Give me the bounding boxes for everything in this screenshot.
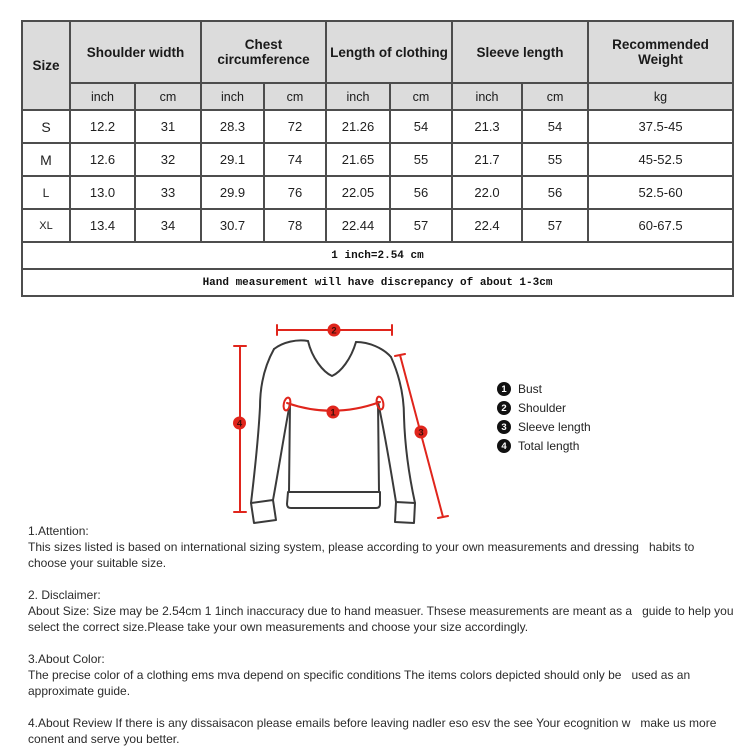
size-label: L	[22, 176, 70, 209]
cell-sleeve-inch: 21.3	[452, 110, 522, 143]
section-about-review	[28, 715, 735, 747]
cell-weight-kg: 37.5-45	[588, 110, 733, 143]
unit-inch: inch	[326, 83, 390, 110]
note-row	[22, 269, 733, 296]
unit-inch: inch	[70, 83, 135, 110]
cell-shoulder-cm: 34	[135, 209, 201, 242]
cell-length-cm: 55	[390, 143, 452, 176]
circled-number-icon: 3	[497, 420, 511, 434]
header-row-groups	[22, 21, 733, 83]
note-inch-conversion: 1 inch=2.54 cm	[22, 242, 733, 269]
size-label: S	[22, 110, 70, 143]
cell-chest-inch: 28.3	[201, 110, 264, 143]
cell-sleeve-cm: 57	[522, 209, 588, 242]
cell-length-cm: 54	[390, 110, 452, 143]
cell-sleeve-inch: 22.0	[452, 176, 522, 209]
cell-length-inch: 22.05	[326, 176, 390, 209]
note-row	[22, 242, 733, 269]
cell-chest-cm: 78	[264, 209, 326, 242]
cell-length-inch: 22.44	[326, 209, 390, 242]
cell-sleeve-inch: 22.4	[452, 209, 522, 242]
cell-shoulder-cm: 32	[135, 143, 201, 176]
table-row-s	[22, 110, 733, 143]
size-label: XL	[22, 209, 70, 242]
cell-weight-kg: 52.5-60	[588, 176, 733, 209]
cell-chest-cm: 72	[264, 110, 326, 143]
section-body: This sizes listed is based on international sizing system, please according to your own measurements and dressing habits to choose your suitable size.	[28, 540, 698, 570]
cell-chest-cm: 76	[264, 176, 326, 209]
section-body: The precise color of a clothing ems mva depend on specific conditions The items colors depicted should only be used as an approximate guide.	[28, 668, 694, 698]
cell-length-cm: 57	[390, 209, 452, 242]
legend-item-total-length	[497, 439, 591, 453]
col-header-length-of-clothing: Length of clothing	[326, 21, 452, 83]
table-row-xl	[22, 209, 733, 242]
legend-label: Sleeve length	[518, 420, 591, 434]
cell-weight-kg: 45-52.5	[588, 143, 733, 176]
unit-inch: inch	[201, 83, 264, 110]
cell-chest-inch: 29.1	[201, 143, 264, 176]
cell-length-inch: 21.65	[326, 143, 390, 176]
section-heading: 2. Disclaimer:	[28, 588, 101, 602]
unit-cm: cm	[522, 83, 588, 110]
info-sections	[28, 523, 735, 750]
size-label: M	[22, 143, 70, 176]
section-heading: 3.About Color:	[28, 652, 105, 666]
table-row-l	[22, 176, 733, 209]
sweater-outline-icon	[251, 340, 415, 523]
cell-shoulder-inch: 13.0	[70, 176, 135, 209]
marker-total-length: 4	[236, 418, 243, 430]
unit-kg: kg	[588, 83, 733, 110]
cell-shoulder-inch: 12.2	[70, 110, 135, 143]
section-heading: 1.Attention:	[28, 524, 89, 538]
cell-length-inch: 21.26	[326, 110, 390, 143]
circled-number-icon: 2	[497, 401, 511, 415]
unit-inch: inch	[452, 83, 522, 110]
legend-label: Total length	[518, 439, 580, 453]
legend-item-bust	[497, 382, 591, 396]
col-header-sleeve-length: Sleeve length	[452, 21, 588, 83]
cell-length-cm: 56	[390, 176, 452, 209]
cell-chest-inch: 29.9	[201, 176, 264, 209]
measurement-lines	[234, 325, 448, 518]
unit-cm: cm	[135, 83, 201, 110]
section-disclaimer	[28, 587, 735, 635]
section-body: About Size: Size may be 2.54cm 1 1inch inaccuracy due to hand measuer. Thsese measurements are meant as a guide to help you select the correct size.Please take your own measurements and choose your size accordingly.	[28, 604, 737, 634]
cell-shoulder-inch: 12.6	[70, 143, 135, 176]
note-hand-measurement: Hand measurement will have discrepancy of about 1-3cm	[22, 269, 733, 296]
cell-sleeve-cm: 56	[522, 176, 588, 209]
cell-weight-kg: 60-67.5	[588, 209, 733, 242]
measurement-legend	[497, 382, 591, 458]
section-about-color	[28, 651, 735, 699]
header-row-units	[22, 83, 733, 110]
cell-sleeve-cm: 55	[522, 143, 588, 176]
section-attention	[28, 523, 735, 571]
legend-label: Shoulder	[518, 401, 567, 415]
col-header-size: Size	[22, 21, 70, 110]
cell-shoulder-cm: 31	[135, 110, 201, 143]
col-header-chest-circumference: Chest circumference	[201, 21, 326, 83]
circled-number-icon: 1	[497, 382, 511, 396]
size-chart-table	[21, 20, 734, 297]
unit-cm: cm	[390, 83, 452, 110]
cell-shoulder-cm: 33	[135, 176, 201, 209]
cell-chest-inch: 30.7	[201, 209, 264, 242]
legend-item-sleeve-length	[497, 420, 591, 434]
section-body: 4.About Review If there is any dissaisacon please emails before leaving nadler eso esv the see Your ecognition w make us more conent and serve you better.	[28, 716, 720, 746]
cell-sleeve-cm: 54	[522, 110, 588, 143]
col-header-shoulder-width: Shoulder width	[70, 21, 201, 83]
legend-label: Bust	[518, 382, 543, 396]
marker-sleeve-length: 3	[418, 427, 424, 439]
circled-number-icon: 4	[497, 439, 511, 453]
marker-bust: 1	[330, 407, 336, 419]
col-header-recommended-weight: Recommended Weight	[588, 21, 733, 83]
cell-shoulder-inch: 13.4	[70, 209, 135, 242]
table-row-m	[22, 143, 733, 176]
cell-sleeve-inch: 21.7	[452, 143, 522, 176]
legend-item-shoulder	[497, 401, 591, 415]
marker-shoulder: 2	[331, 325, 337, 337]
unit-cm: cm	[264, 83, 326, 110]
sweater-measurement-diagram	[220, 315, 480, 525]
cell-chest-cm: 74	[264, 143, 326, 176]
